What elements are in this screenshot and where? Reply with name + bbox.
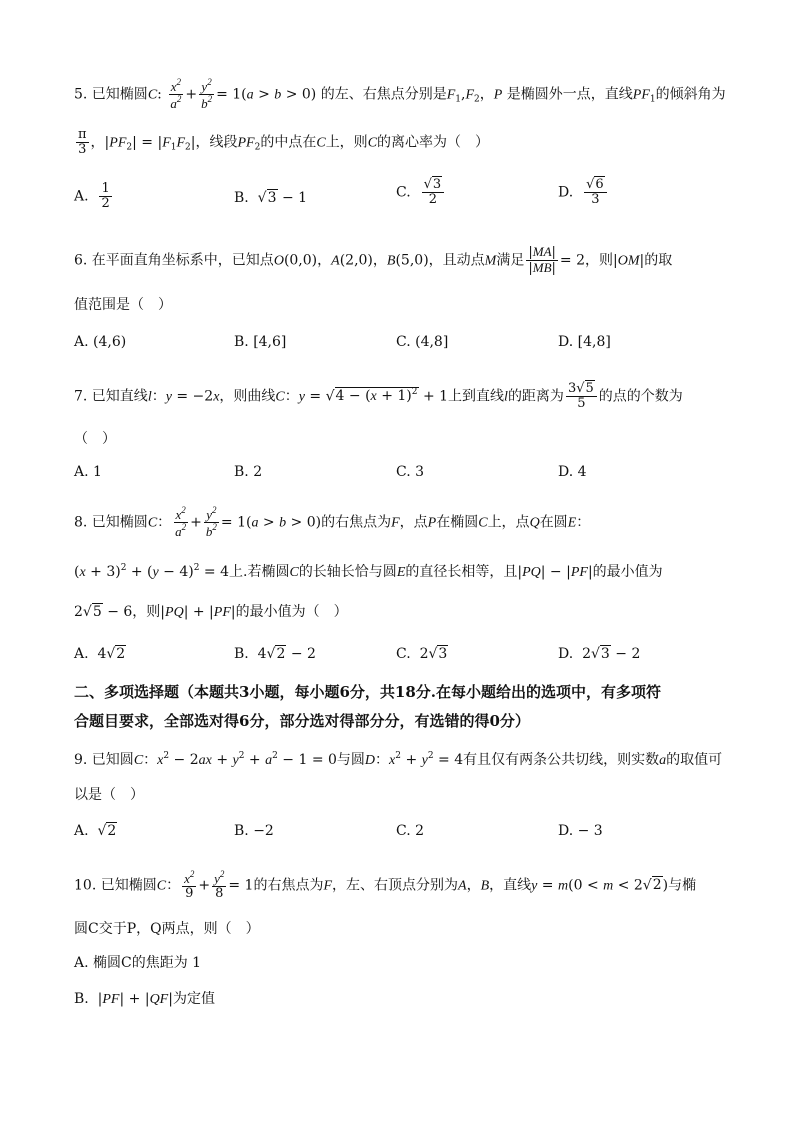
q10-text: ， <box>466 877 481 894</box>
q9-text: 有且仅有两条公共切线，则实数 <box>463 752 660 768</box>
q7-option-a[interactable]: A. 1 <box>74 464 102 480</box>
q5-option-d[interactable]: D. $\frac{√6}{3}$ <box>558 178 609 207</box>
q6-option-a[interactable]: A. (4,6) <box>74 334 127 350</box>
q7-line2: （ ） <box>74 431 116 447</box>
q9-option-a[interactable]: A. √2 <box>74 823 117 839</box>
q8-option-b[interactable]: B. 4√2 − 2 <box>234 646 316 662</box>
q5-line1: 5. 已知椭圆C: $\frac{x^2}{a^2}$ + $\frac{y^2}{b^2}$ = 1(a > b > 0) 的左、右焦点分别是$F_1,F_2$，P 是椭圆外一点，直线$PF_1$的倾斜角为 <box>74 77 726 111</box>
q5-option-b[interactable]: B. √3 − 1 <box>234 190 308 206</box>
q9-text: 的取值可 <box>666 752 723 768</box>
q8-text: 在椭圆 <box>436 514 479 531</box>
q9-option-d[interactable]: D. − 3 <box>558 823 603 839</box>
q7-text: ，则曲线 <box>219 388 276 405</box>
q8-text: 的右焦点为 <box>321 514 392 531</box>
q7-option-d[interactable]: D. 4 <box>558 464 587 480</box>
section-heading-cont: 合题目要求，全部选对得6分，部分选对得部分分，有选错的得0分） <box>74 712 530 730</box>
q10-text: 与椭 <box>668 877 697 894</box>
q8-option-c[interactable]: C. 2√3 <box>396 646 448 662</box>
q7-option-b[interactable]: B. 2 <box>234 464 263 480</box>
q6-text: 6. 在平面直角坐标系中，已知点 <box>74 252 274 269</box>
q5-text: 的中点在 <box>260 134 317 151</box>
q6-text: ， <box>317 252 332 269</box>
q6-option-d[interactable]: D. [4,8] <box>558 334 611 350</box>
q5-text: 的离心率为（ ） <box>377 134 490 151</box>
q6-text: ， <box>372 252 387 269</box>
q8-line3: 2√5 − 6，则|PQ| + |PF|的最小值为（ ） <box>74 604 348 620</box>
q5-text: 5. 已知椭圆 <box>74 86 148 103</box>
q7-option-c[interactable]: C. 3 <box>396 464 425 480</box>
q6-line1: 6. 在平面直角坐标系中，已知点O(0,0)，A(2,0)，B(5,0)，且动点M满足 $\frac{|MA|}{|MB|}$ = 2，则|OM|的取 <box>74 244 673 276</box>
q8-text: 的最小值为 <box>592 564 663 580</box>
q6-text: 满足 <box>496 252 525 269</box>
q9-option-c[interactable]: C. 2 <box>396 823 425 839</box>
q8-option-a[interactable]: A. 4√2 <box>74 646 126 662</box>
q7-text: 7. 已知直线 <box>74 388 148 405</box>
q9-option-b[interactable]: B. −2 <box>234 823 274 839</box>
q5-text: ， <box>90 134 105 151</box>
q10-text: 10. 已知椭圆 <box>74 877 157 894</box>
q8-text: ，则 <box>132 604 161 620</box>
q9-text: 与圆 <box>336 752 365 768</box>
q6-line2: 值范围是（ ） <box>74 297 172 313</box>
q8-text: 的长轴长恰与圆 <box>298 564 397 580</box>
q5-line2: $\frac{\pi}{3}$ ，$|PF_2| = |F_1F_2|$，线段$PF_2$的中点在C上，则C的离心率为（ ） <box>78 127 490 157</box>
q7-line1: 7. 已知直线l：y = −2x，则曲线C：$y = √4 - (x + 1)^2 + 1$上到直线l的距离为 $\frac{3√5}{5}$ 的点的个数为 <box>74 381 683 411</box>
q5-text: 的左、右焦点分别是 <box>320 86 447 103</box>
q10-text: 的右焦点为 <box>253 877 324 894</box>
q5-option-a[interactable]: A. $\frac{1}{2}$ <box>74 181 110 211</box>
q6-text: 的取 <box>644 252 673 269</box>
q9-line1: 9. 已知圆C：$x^2 - 2ax + y^2 + a^2 - 1 = 0$与圆D：$x^2 + y^2 = 4$有且仅有两条公共切线，则实数a的取值可 <box>74 751 723 768</box>
q10-line1: 10. 已知椭圆C： $\frac{x^2}{9}$ + $\frac{y^2}{8}$ = 1的右焦点为F，左、右顶点分别为A，B，直线y = m(0 < m < 2√2)与椭 <box>74 869 697 901</box>
q7-text: 上到直线 <box>448 388 505 405</box>
q10-option-a[interactable]: A. 椭圆C的焦距为 1 <box>74 955 202 971</box>
q5-text: ，线段 <box>195 134 238 151</box>
q7-text: 的点的个数为 <box>598 388 683 405</box>
q8-text: 的直径长相等，且 <box>405 564 518 580</box>
q5-option-c[interactable]: C. $\frac{√3}{2}$ <box>396 178 446 207</box>
q10-line2: 圆C交于P，Q两点，则（ ） <box>74 921 260 937</box>
q5-text: 上，则 <box>325 134 368 151</box>
q8-text: 在圆 <box>539 514 568 531</box>
q7-text: 的距离为 <box>507 388 564 405</box>
q5-text: 是椭圆外一点，直线 <box>506 86 633 103</box>
q8-text: 的最小值为（ ） <box>235 604 348 620</box>
q10-text: ，左、右顶点分别为 <box>332 877 459 894</box>
q9-text: 9. 已知圆 <box>74 752 134 768</box>
q9-line2: 以是（ ） <box>74 787 144 803</box>
q8-option-d[interactable]: D. 2√3 − 2 <box>558 646 641 662</box>
q6-text: ，且动点 <box>428 252 485 269</box>
q5-text: 的倾斜角为 <box>655 86 726 103</box>
q8-line2: $(x + 3)^2 + (y - 4)^2 = 4$上.若椭圆C的长轴长恰与圆E的直径长相等，且|PQ| − |PF|的最小值为 <box>74 563 663 580</box>
q6-text: ，则 <box>585 252 613 269</box>
q5-text: ， <box>479 86 494 103</box>
q6-option-b[interactable]: B. [4,6] <box>234 334 287 350</box>
q8-text: 8. 已知椭圆 <box>74 514 148 531</box>
q8-text: ： <box>576 514 591 531</box>
q8-text: ，点 <box>399 514 428 531</box>
q8-text: 上.若椭圆 <box>229 564 290 580</box>
q6-option-c[interactable]: C. (4,8] <box>396 334 449 350</box>
q8-text: 上，点 <box>487 514 530 531</box>
q10-option-b[interactable]: B. |PF| + |QF|为定值 <box>74 991 215 1007</box>
q8-line1: 8. 已知椭圆C： $\frac{x^2}{a^2}$ + $\frac{y^2}{b^2}$ = 1(a > b > 0)的右焦点为F，点P在椭圆C上，点Q在圆E： <box>74 505 591 539</box>
q10-text: ，直线 <box>489 877 532 894</box>
section-heading: 二、多项选择题（本题共3小题，每小题6分，共18分.在每小题给出的选项中，有多项符 <box>74 683 661 701</box>
